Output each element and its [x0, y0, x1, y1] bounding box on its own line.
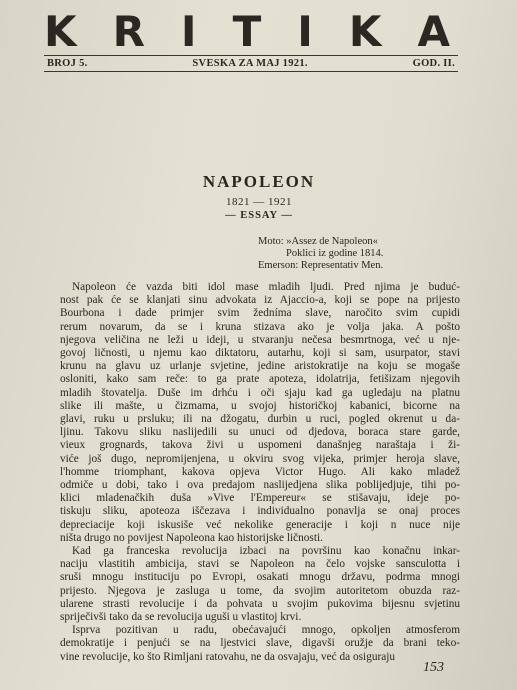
text-line: Napoleon će vazda biti idol mase mladih ljudi. Pred njima je buduć- — [72, 281, 460, 293]
motto-line: Moto: »Assez de Napoleon« — [258, 236, 378, 247]
text-line: rerum novarum, da se i kruna stizava ako je volja jaka. A pošto — [60, 320, 460, 333]
article-subtitle: — ESSAY — — [225, 210, 293, 221]
text-line: prijesto. Njegova je zasluga u tome, da svojim autoritetom obuzda raz- — [60, 584, 460, 597]
text-line: nost pak će se klanjati sinu advokata iz Ajaccio-a, koji se pope na prijesto — [60, 294, 460, 307]
masthead-letter: A — [417, 6, 452, 56]
text-line: demokratije i penjući se na ljestvici slave, digavši oružje da brani teko- — [60, 637, 460, 650]
masthead-letter: K — [44, 6, 79, 56]
text-line: Isprva pozitivan u radu, obećavajući mnogo, opkoljen atmosferom — [72, 624, 460, 637]
issue-number: BROJ 5. — [47, 58, 88, 69]
masthead-letter: K — [348, 6, 384, 56]
text-line: odmiče u dobi, tako i ova predajom naslijedjena slika poblijedjuje, tihi po- — [60, 479, 460, 492]
article-body — [60, 281, 460, 664]
text-line: Kad ga franceska revolucija izbaci na površinu kao konačnu inkar- — [72, 545, 460, 558]
text-line: ljinu. Takovu sliku naslijedili su unuci od djedova, boraca stare garde, — [60, 426, 460, 439]
text-line: spriječivši tako da se revolucija uguši u vlastitoj krvi. — [60, 611, 302, 624]
text-line: klici mladenačkih duša »Vive l'Empereur« se stišavaju, ideje po- — [60, 492, 460, 505]
text-line: ularene strasti revolucije i da pohvata u svojim pukovima bijesnu svjetinu — [60, 597, 460, 610]
body-paragraph — [60, 624, 460, 664]
masthead-rule-top — [44, 55, 458, 56]
masthead-letter: I — [297, 6, 315, 56]
text-line: ništa drugo no povijest Napoleona kao historijske ličnosti. — [60, 531, 323, 544]
text-line: govoj ličnosti, u njemu kao diktatoru, autarhu, koji si sam, usurpator, stavi — [60, 347, 460, 360]
motto-block — [258, 236, 383, 272]
text-line: naciju vlastitih ambicija, stavi se Napoleon na čelo vojske sansculotta i — [60, 558, 460, 571]
text-line: tiskuju sliku, apoteoza iščezava i individualno ponavlja se onaj proces — [60, 505, 460, 518]
issue-date: SVESKA ZA MAJ 1921. — [192, 58, 308, 69]
masthead-letter: T — [232, 6, 264, 56]
text-line: slike ili mašte, u čizmama, u svojoj historičkoj kabanici, bicorne na — [60, 399, 460, 412]
text-line: vine revolucije, ko što Rimljani ratovahu, ne da osvajaju, već da osiguraju — [60, 650, 396, 663]
volume-year: GOD. II. — [412, 58, 455, 69]
text-line: krunu na glavu uz urlanje svjetine, jedine aristokratije na koju se mogaše — [60, 360, 460, 373]
page-number: 153 — [423, 660, 444, 675]
text-line: vieux grognards, takova živi u uspomeni današnjeg naraštaja i ži- — [60, 439, 460, 452]
body-paragraph — [60, 281, 460, 545]
body-paragraph — [60, 545, 460, 624]
text-line: Bourbona i dade primjer svim žedníma slave, naročito svim cupidi — [60, 307, 460, 320]
text-line: depreciacije koji iskusiše već nekolike generacije i koji n nuce nije — [60, 518, 460, 531]
motto-line: Emerson: Representativ Men. — [258, 260, 384, 271]
text-line: viće još dugo, nepromijenjena, u okviru svog vijeka, primjer heroja slave, — [60, 452, 460, 465]
text-line: glavi, ruku u prsluku; ili na džogatu, durbin u ruci, pogled okrenut u da- — [60, 413, 460, 426]
motto-line: Poklici iz godine 1814. — [286, 248, 384, 259]
text-line: sruši mnogu instituciju po Evropi, osakati mnogu državu, podrma mnogi — [60, 571, 460, 584]
article-years: 1821 — 1921 — [226, 196, 292, 208]
article-title: NAPOLEON — [202, 172, 316, 191]
issue-line — [47, 58, 455, 69]
text-line: l'homme triomphant, kakova opjeva Victor Hugo. Ali kako mladež — [60, 465, 460, 478]
journal-masthead — [44, 6, 452, 56]
text-line: osloniti, kako sam reče: to ga prate apoteza, idolatrija, fetišizam njegovih — [60, 373, 460, 386]
masthead-rule-bottom — [44, 71, 458, 72]
masthead-letter: I — [180, 6, 199, 56]
masthead-letter: R — [112, 6, 147, 56]
text-line: mladih štovatelja. Duše im drhću i oči sjaju kad ga ugledaju na platnu — [60, 386, 460, 399]
text-line: njegova veličina ne leži u ideji, u stvaranju nečesa besmrtnoga, već u nje- — [60, 333, 460, 346]
